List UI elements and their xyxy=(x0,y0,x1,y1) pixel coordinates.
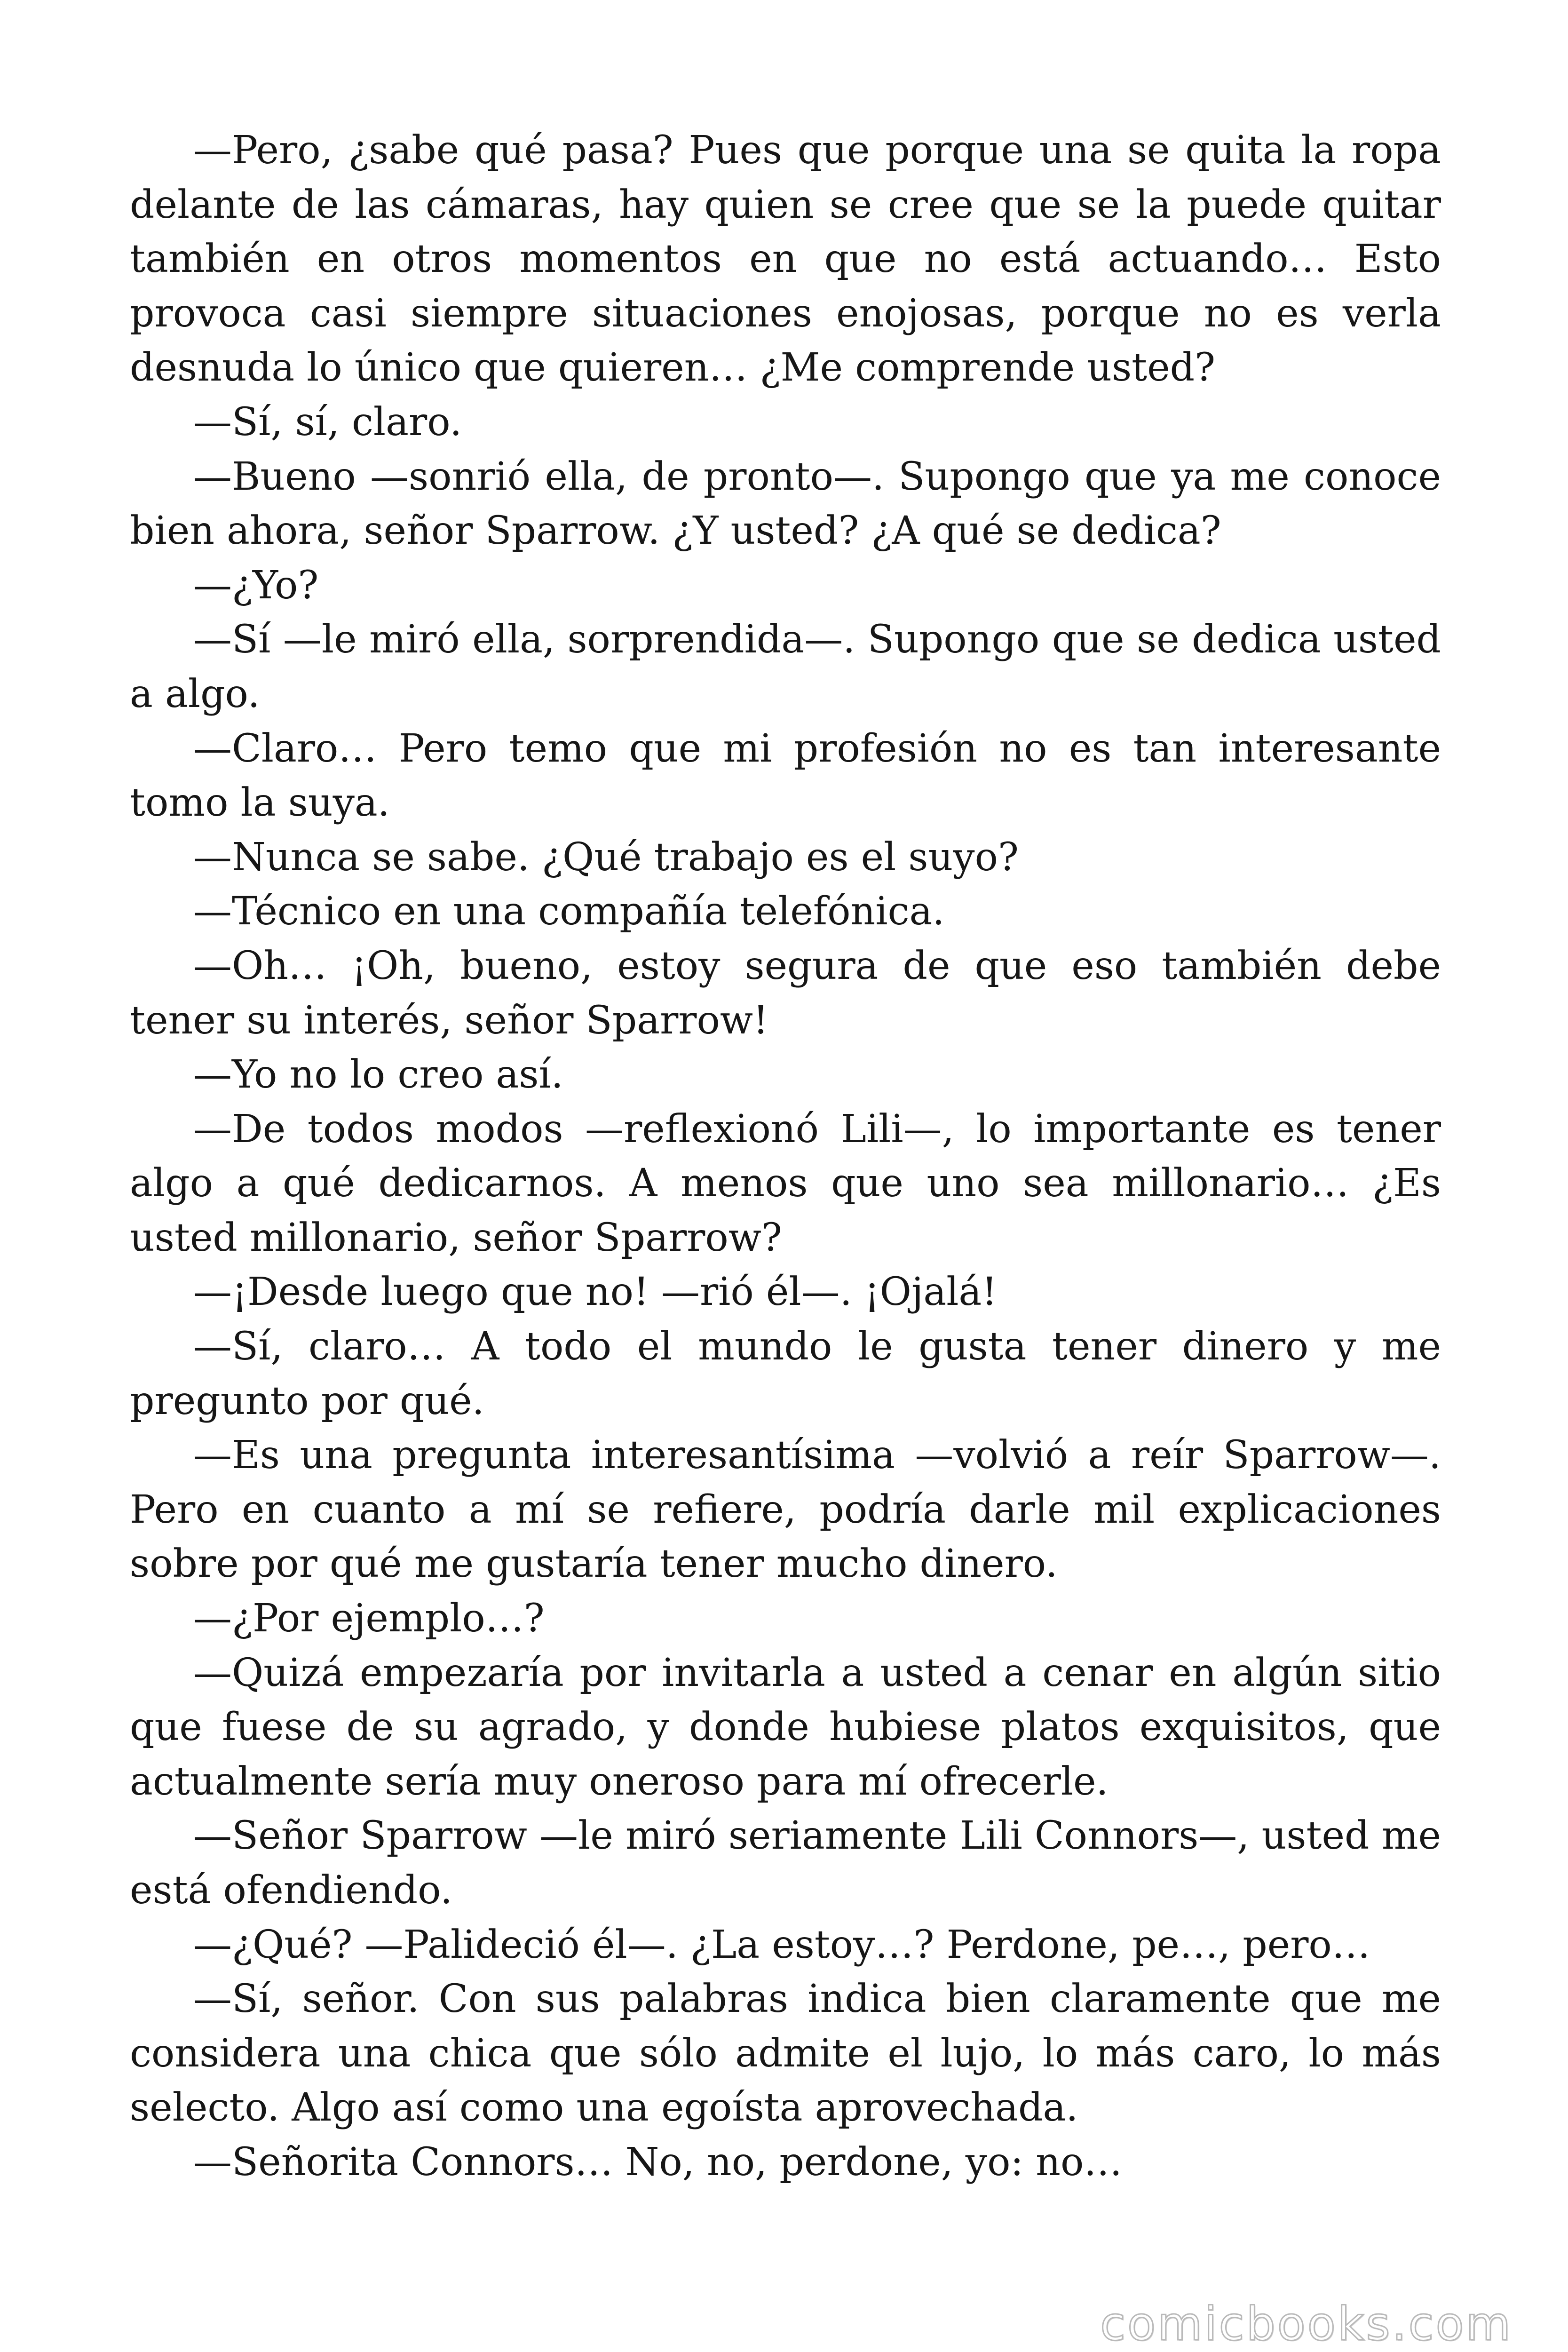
paragraph: —Claro… Pero temo que mi profesión no es tan interesante tomo la suya. xyxy=(130,726,1441,826)
paragraph: —Pero, ¿sabe qué pasa? Pues que porque una se quita la ropa delante de las cámaras, hay quien se cree que se la puede quitar también en otros momentos en que no está actuando… Esto provoca casi siempre situaciones enojosas, porque no es verla desnuda lo único que quieren… ¿Me comprende usted? xyxy=(130,128,1441,390)
page-body xyxy=(130,123,1441,2190)
watermark: comicbooks.com xyxy=(1100,2297,1513,2351)
paragraph: —¿Qué? —Palideció él—. ¿La estoy…? Perdone, pe…, pero… xyxy=(193,1922,1370,1967)
paragraph: —Técnico en una compañía telefónica. xyxy=(193,889,945,934)
paragraph: —Señorita Connors… No, no, perdone, yo: no… xyxy=(193,2139,1123,2185)
paragraph: —Sí —le miró ella, sorprendida—. Supongo que se dedica usted a algo. xyxy=(130,617,1441,716)
paragraph: —Sí, sí, claro. xyxy=(193,399,462,445)
paragraph: —¡Desde luego que no! —rió él—. ¡Ojalá! xyxy=(193,1270,998,1315)
paragraph: —Sí, claro… A todo el mundo le gusta tener dinero y me pregunto por qué. xyxy=(130,1324,1441,1423)
paragraph: —Sí, señor. Con sus palabras indica bien claramente que me considera una chica que sólo admite el lujo, lo más caro, lo más selecto. Algo así como una egoísta aprovechada. xyxy=(130,1977,1441,2130)
paragraph: —Oh… ¡Oh, bueno, estoy segura de que eso también debe tener su interés, señor Sparrow! xyxy=(130,943,1441,1043)
paragraph: —De todos modos —reflexionó Lili—, lo importante es tener algo a qué dedicarnos. A menos que uno sea millonario… ¿Es usted millonario, señor Sparrow? xyxy=(130,1106,1441,1260)
paragraph: —Señor Sparrow —le miró seriamente Lili Connors—, usted me está ofendiendo. xyxy=(130,1813,1441,1913)
paragraph: —¿Yo? xyxy=(193,563,319,608)
paragraph: —Yo no lo creo así. xyxy=(193,1052,563,1097)
paragraph: —Es una pregunta interesantísima —volvió a reír Sparrow—. Pero en cuanto a mí se refiere, podría darle mil explicaciones sobre por qué me gustaría tener mucho dinero. xyxy=(130,1433,1441,1587)
paragraph: —Bueno —sonrió ella, de pronto—. Supongo que ya me conoce bien ahora, señor Sparrow. ¿Y usted? ¿A qué se dedica? xyxy=(130,454,1441,554)
paragraph: —Nunca se sabe. ¿Qué trabajo es el suyo? xyxy=(193,834,1019,880)
paragraph: —Quizá empezaría por invitarla a usted a cenar en algún sitio que fuese de su agrado, y donde hubiese platos exquisitos, que actualmente sería muy oneroso para mí ofrecerle. xyxy=(130,1650,1441,1804)
paragraph: —¿Por ejemplo…? xyxy=(193,1596,545,1641)
